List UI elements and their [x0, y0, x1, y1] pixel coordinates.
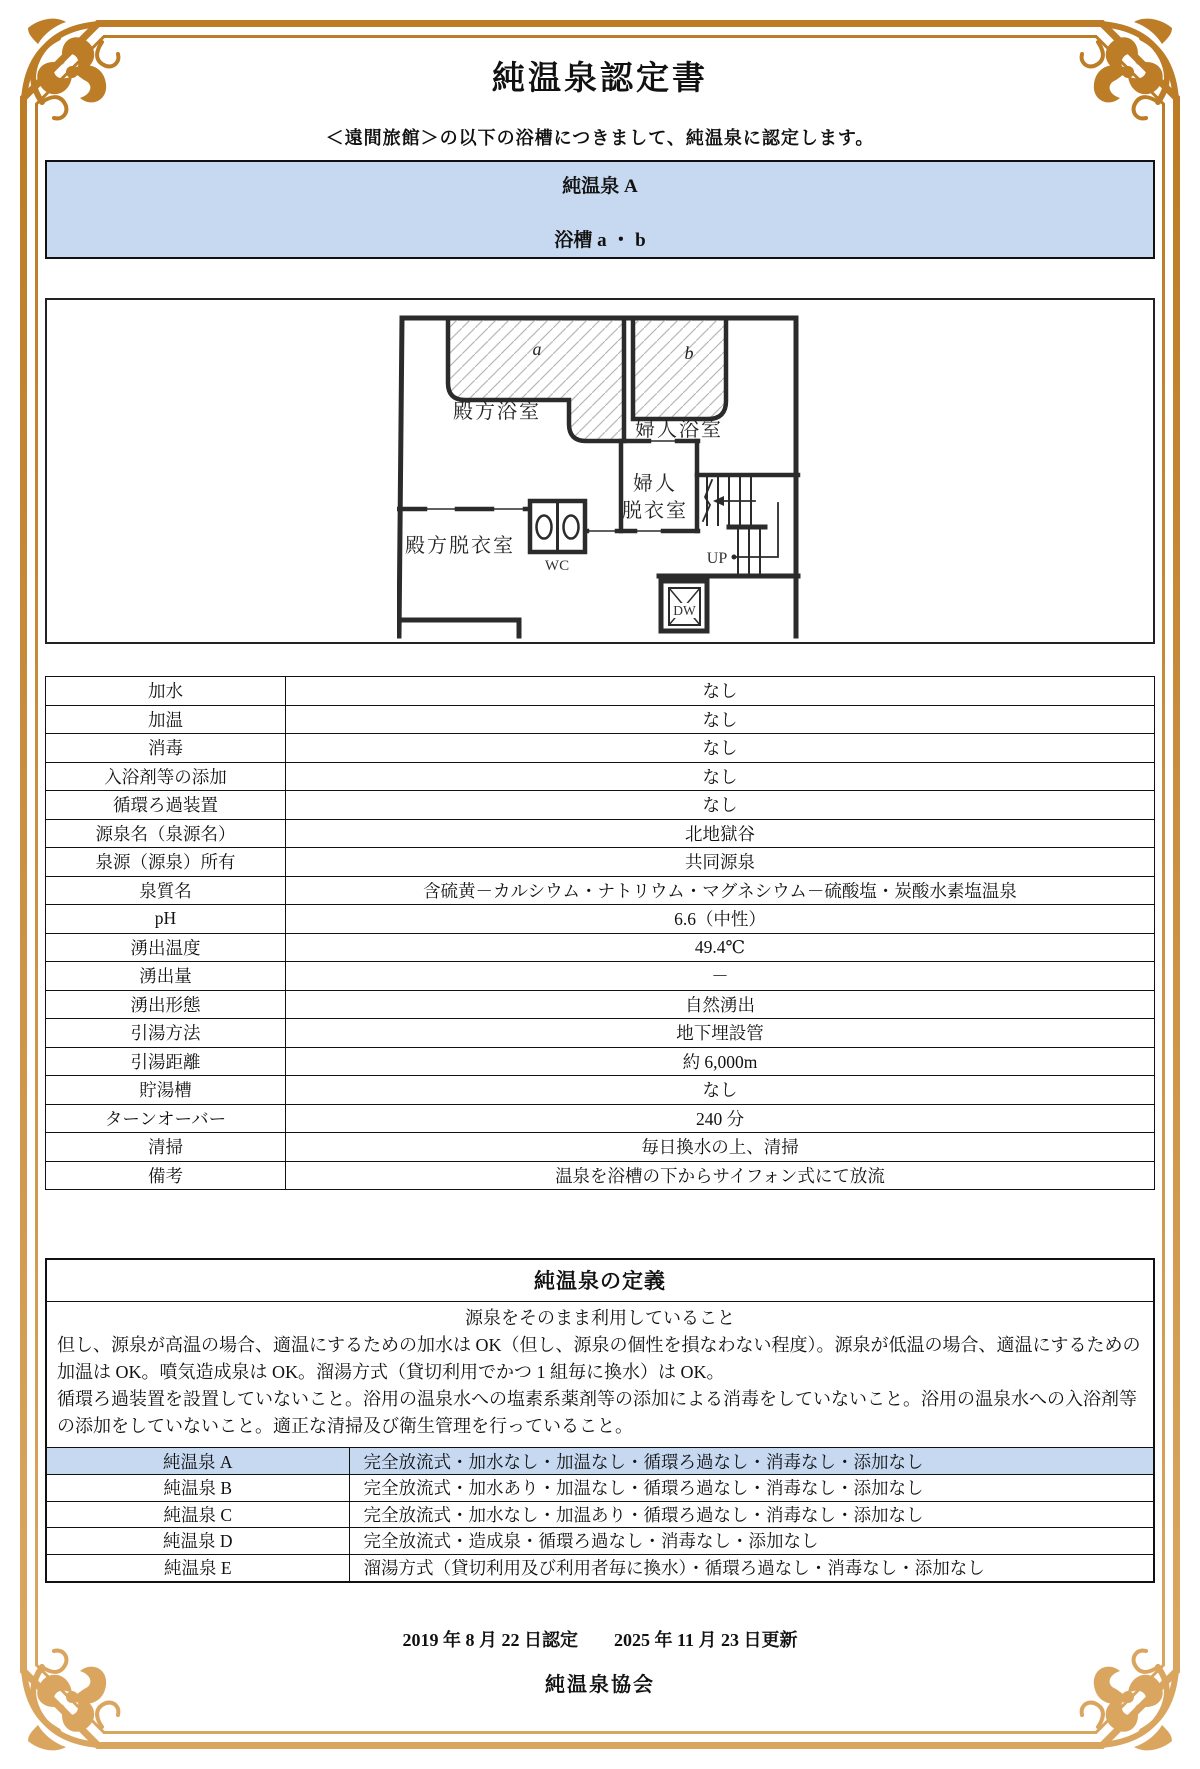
- spec-label: 泉質名: [46, 876, 286, 905]
- table-row: [46, 791, 1155, 820]
- bath-line: 浴槽 a ・ b: [554, 230, 646, 251]
- spec-value: 北地獄谷: [286, 819, 1155, 848]
- definition-para2: 循環ろ過装置を設置していないこと。浴用の温泉水への塩素系薬剤等の添加による消毒をしていないこと。浴用の温泉水への入浴剤等の添加をしていないこと。適正な清掃及び衛生管理を行っていること。: [57, 1389, 1137, 1436]
- table-row: [46, 848, 1155, 877]
- frame-line-bottom-outer: [152, 1742, 1048, 1749]
- spec-label: 湧出形態: [46, 990, 286, 1019]
- frame-line-right-inner: [1162, 152, 1165, 1617]
- spec-value: 温泉を浴槽の下からサイフォン式にて放流: [286, 1161, 1155, 1190]
- certification-dates: 2019 年 8 月 22 日認定 2025 年 11 月 23 日更新: [402, 1630, 798, 1650]
- floor-plan-figure: [45, 298, 1155, 644]
- spec-value: なし: [286, 1076, 1155, 1105]
- room-label-mens-bath: 殿方浴室: [453, 401, 541, 423]
- grade-label: 純温泉 D: [47, 1528, 349, 1555]
- table-row: [46, 876, 1155, 905]
- definition-line1: 源泉をそのまま利用していること: [465, 1308, 735, 1328]
- frame-line-top-inner: [152, 35, 1048, 38]
- grade-row-a: [47, 1448, 1153, 1475]
- room-label-womens-bath: 婦人浴室: [635, 419, 723, 441]
- table-row: [46, 734, 1155, 763]
- grade-label: 純温泉 B: [47, 1475, 349, 1502]
- definition-para1: 但し、源泉が高温の場合、適温にするための加水は OK（但し、源泉の個性を損なわない程度）。源泉が低温の場合、適温にするための加温は OK。噴気造成泉は OK。溜湯方式（貸切利用でかつ 1 組毎に換水）は OK。: [57, 1335, 1141, 1382]
- grade-desc: 溜湯方式（貸切利用及び利用者毎に換水）・循環ろ過なし・消毒なし・添加なし: [349, 1554, 1153, 1581]
- frame-line-left-inner: [35, 152, 38, 1617]
- table-row: [46, 933, 1155, 962]
- certificate-statement: ＜遠間旅館＞の以下の浴槽につきまして、純温泉に認定します。: [325, 128, 875, 148]
- grade-row-b: [47, 1475, 1153, 1502]
- spec-value: 毎日換水の上、清掃: [286, 1133, 1155, 1162]
- grade-row-d: [47, 1528, 1153, 1555]
- grade-desc: 完全放流式・加水あり・加温なし・循環ろ過なし・消毒なし・添加なし: [349, 1475, 1153, 1502]
- spec-table: [45, 676, 1155, 1190]
- room-label-womens-dressing-1: 婦人: [633, 473, 677, 495]
- page-title: 純温泉認定書: [492, 61, 708, 97]
- table-row: [46, 1019, 1155, 1048]
- table-row: [46, 819, 1155, 848]
- spec-value: なし: [286, 705, 1155, 734]
- spec-value: 240 分: [286, 1104, 1155, 1133]
- table-row: [46, 1104, 1155, 1133]
- grade-row-e: [47, 1554, 1153, 1581]
- certificate-grade-box: [45, 160, 1155, 259]
- spec-label: 備考: [46, 1161, 286, 1190]
- table-row: [46, 705, 1155, 734]
- bath-b-outline: [633, 318, 726, 419]
- frame-line-right-outer: [1173, 152, 1180, 1617]
- grade-row-c: [47, 1501, 1153, 1528]
- room-label-mens-dressing: 殿方脱衣室: [405, 535, 515, 557]
- spec-value: 約 6,000m: [286, 1047, 1155, 1076]
- spec-label: 加水: [46, 677, 286, 706]
- stair-label-up: UP: [706, 550, 728, 567]
- room-label-womens-dressing-2: 脱衣室: [622, 500, 688, 522]
- grade-label: 純温泉 E: [47, 1554, 349, 1581]
- spec-value: なし: [286, 791, 1155, 820]
- spec-label: 貯湯槽: [46, 1076, 286, 1105]
- spec-value: 共同源泉: [286, 848, 1155, 877]
- floor-plan-drawing: [397, 315, 802, 640]
- grade-desc: 完全放流式・加水なし・加温なし・循環ろ過なし・消毒なし・添加なし: [349, 1448, 1153, 1475]
- table-row: [46, 1076, 1155, 1105]
- table-row: [46, 1133, 1155, 1162]
- spec-value: なし: [286, 762, 1155, 791]
- spec-value: 6.6（中性）: [286, 905, 1155, 934]
- spec-label: pH: [46, 905, 286, 934]
- spec-label: 湧出量: [46, 962, 286, 991]
- bath-a-letter: a: [532, 339, 542, 359]
- spec-label: 清掃: [46, 1133, 286, 1162]
- grade-line: 純温泉 A: [562, 176, 638, 197]
- spec-value: 自然湧出: [286, 990, 1155, 1019]
- bath-b-letter: b: [684, 343, 694, 363]
- spec-label: 泉源（源泉）所有: [46, 848, 286, 877]
- spec-label: 湧出温度: [46, 933, 286, 962]
- table-row: [46, 762, 1155, 791]
- spec-value: 49.4℃: [286, 933, 1155, 962]
- table-row: [46, 905, 1155, 934]
- definition-text: [47, 1302, 1153, 1448]
- spec-label: 加温: [46, 705, 286, 734]
- frame-line-bottom-inner: [152, 1731, 1048, 1734]
- spec-label: 消毒: [46, 734, 286, 763]
- table-row: [46, 1161, 1155, 1190]
- spec-label: 入浴剤等の添加: [46, 762, 286, 791]
- spec-label: 循環ろ過装置: [46, 791, 286, 820]
- spec-label: 引湯方法: [46, 1019, 286, 1048]
- grade-label: 純温泉 C: [47, 1501, 349, 1528]
- table-row: [46, 990, 1155, 1019]
- spec-label: 引湯距離: [46, 1047, 286, 1076]
- grade-desc: 完全放流式・造成泉・循環ろ過なし・消毒なし・添加なし: [349, 1528, 1153, 1555]
- spec-value: 含硫黄－カルシウム・ナトリウム・マグネシウム－硫酸塩・炭酸水素塩温泉: [286, 876, 1155, 905]
- spec-value: 地下埋設管: [286, 1019, 1155, 1048]
- label-dw: DW: [673, 603, 696, 618]
- table-row: [46, 1047, 1155, 1076]
- frame-line-left-outer: [20, 152, 27, 1617]
- definition-heading: 純温泉の定義: [47, 1260, 1153, 1302]
- grade-desc: 完全放流式・加水なし・加温あり・循環ろ過なし・消毒なし・添加なし: [349, 1501, 1153, 1528]
- spec-value: －: [286, 962, 1155, 991]
- spec-label: ターンオーバー: [46, 1104, 286, 1133]
- table-row: [46, 962, 1155, 991]
- spec-value: なし: [286, 734, 1155, 763]
- table-row: [46, 677, 1155, 706]
- spec-label: 源泉名（泉源名）: [46, 819, 286, 848]
- issuing-organization: 純温泉協会: [545, 1674, 655, 1696]
- spec-value: なし: [286, 677, 1155, 706]
- frame-line-top-outer: [152, 20, 1048, 27]
- definition-box: [45, 1258, 1155, 1583]
- grade-table: [47, 1448, 1153, 1581]
- room-label-wc: WC: [544, 558, 570, 574]
- grade-label: 純温泉 A: [47, 1448, 349, 1475]
